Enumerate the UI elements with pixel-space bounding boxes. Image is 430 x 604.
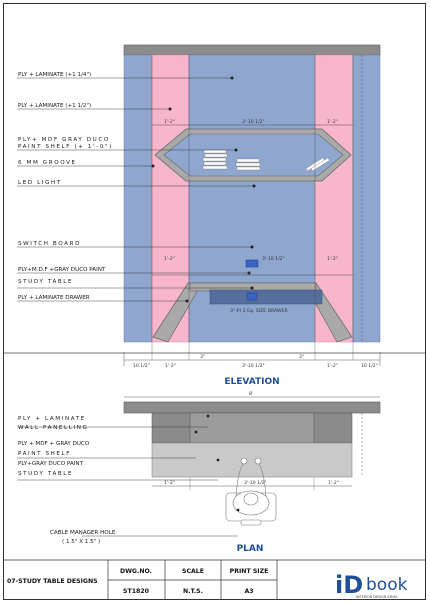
- plan-label-mdf-duco: PLY + MDF + GRAY DUCO: [18, 441, 90, 447]
- scale-value: N.T.S.: [183, 588, 203, 595]
- idbook-logo: [335, 571, 408, 599]
- plan-wall-panel: [124, 402, 380, 413]
- dim-top-right: 1'-2": [327, 120, 338, 125]
- elevation-title: ELEVATION: [224, 377, 280, 387]
- label-led-light: LED LIGHT: [18, 180, 62, 186]
- label-study-table-material: PLY+M.D.F +GRAY DUCO PAINT: [18, 267, 106, 273]
- dim-bottom-6: 1'-2": [327, 364, 338, 369]
- dim-mid-left: 1'-2": [164, 257, 175, 262]
- plan-label-wall-panelling: WALL PANELLING: [18, 425, 89, 431]
- plan-label-study-table: STUDY TABLE: [18, 471, 74, 477]
- label-study-table: STUDY TABLE: [18, 279, 74, 285]
- plan-dim-3: 1'-2": [328, 481, 339, 486]
- plan-label-gray-duco: PLY+GRAY DUCO PAINT: [18, 461, 84, 467]
- dim-mid-right: 1'-2": [327, 257, 338, 262]
- svg-text:iD: iD: [335, 571, 364, 599]
- scale-label: SCALE: [182, 568, 204, 575]
- switch-board: [246, 260, 258, 267]
- left-blue-panel: [124, 55, 152, 342]
- dwg-no-value: ST1820: [123, 588, 149, 595]
- cable-manager-size: ( 1.5" X 1.5" ): [62, 539, 101, 545]
- plan-dim-2: 3'-10 1/2": [244, 481, 267, 486]
- plan-label-paint-shelf: PAINT SHELF: [18, 451, 72, 457]
- plan-study-table: [152, 443, 352, 477]
- label-groove: 6 MM GROOVE: [18, 160, 77, 166]
- print-size-label: PRINT SIZE: [229, 568, 269, 575]
- dim-bottom-5: 3": [299, 355, 305, 360]
- top-ledge: [124, 45, 380, 55]
- right-blue-panel: [353, 55, 380, 342]
- label-ply-laminate-1: PLY + LAMINATE (+1 1/4"): [18, 72, 92, 78]
- dim-bottom-2: 1'-2": [165, 364, 176, 369]
- label-mdf-duco: PLY+ MDF GRAY DUCO: [18, 137, 110, 143]
- dim-bottom-7: 10 1/2": [361, 364, 378, 369]
- label-ply-laminate-2: PLY + LAMINATE (+1 1/2"): [18, 103, 92, 109]
- dim-top-left: 1'-2": [164, 120, 175, 125]
- elevation-drawing: [124, 45, 380, 366]
- plan-overall-dim: 8': [249, 392, 254, 397]
- dim-bottom-4: 3'-10 1/2": [242, 364, 265, 369]
- cable-manager-label: CABLE MANAGER HOLE: [50, 530, 116, 536]
- dim-top-center: 3'-10 1/2": [242, 120, 265, 125]
- label-drawer: PLY + LAMINATE DRAWER: [18, 295, 90, 301]
- dim-bottom-3: 3": [200, 355, 206, 360]
- print-size-value: A3: [244, 588, 254, 595]
- dim-bottom-1: 10 1/2": [133, 364, 150, 369]
- plan-dim-1: 1'-2": [164, 481, 175, 486]
- svg-text:book: book: [366, 575, 408, 595]
- drawer-note: 3"-P) 2 Eq. SIZE DRAWER: [230, 309, 288, 314]
- label-paint-shelf: PAINT SHELF (+ 1'-0"): [18, 144, 113, 150]
- svg-text:INTERIOR DESIGN IDEAS: INTERIOR DESIGN IDEAS: [356, 595, 398, 599]
- plan-title: PLAN: [236, 544, 264, 554]
- dwg-no-label: DWG.NO.: [119, 568, 153, 575]
- drawer: [210, 290, 322, 304]
- dim-mid-center: 3'-10 1/2": [262, 257, 285, 262]
- project-title: 07-STUDY TABLE DESIGNS: [7, 578, 98, 585]
- plan-label-ply-laminate: PLY + LAMINATE: [18, 416, 86, 422]
- drawer-handle: [247, 293, 257, 300]
- label-switch-board: SWITCH BOARD: [18, 241, 81, 247]
